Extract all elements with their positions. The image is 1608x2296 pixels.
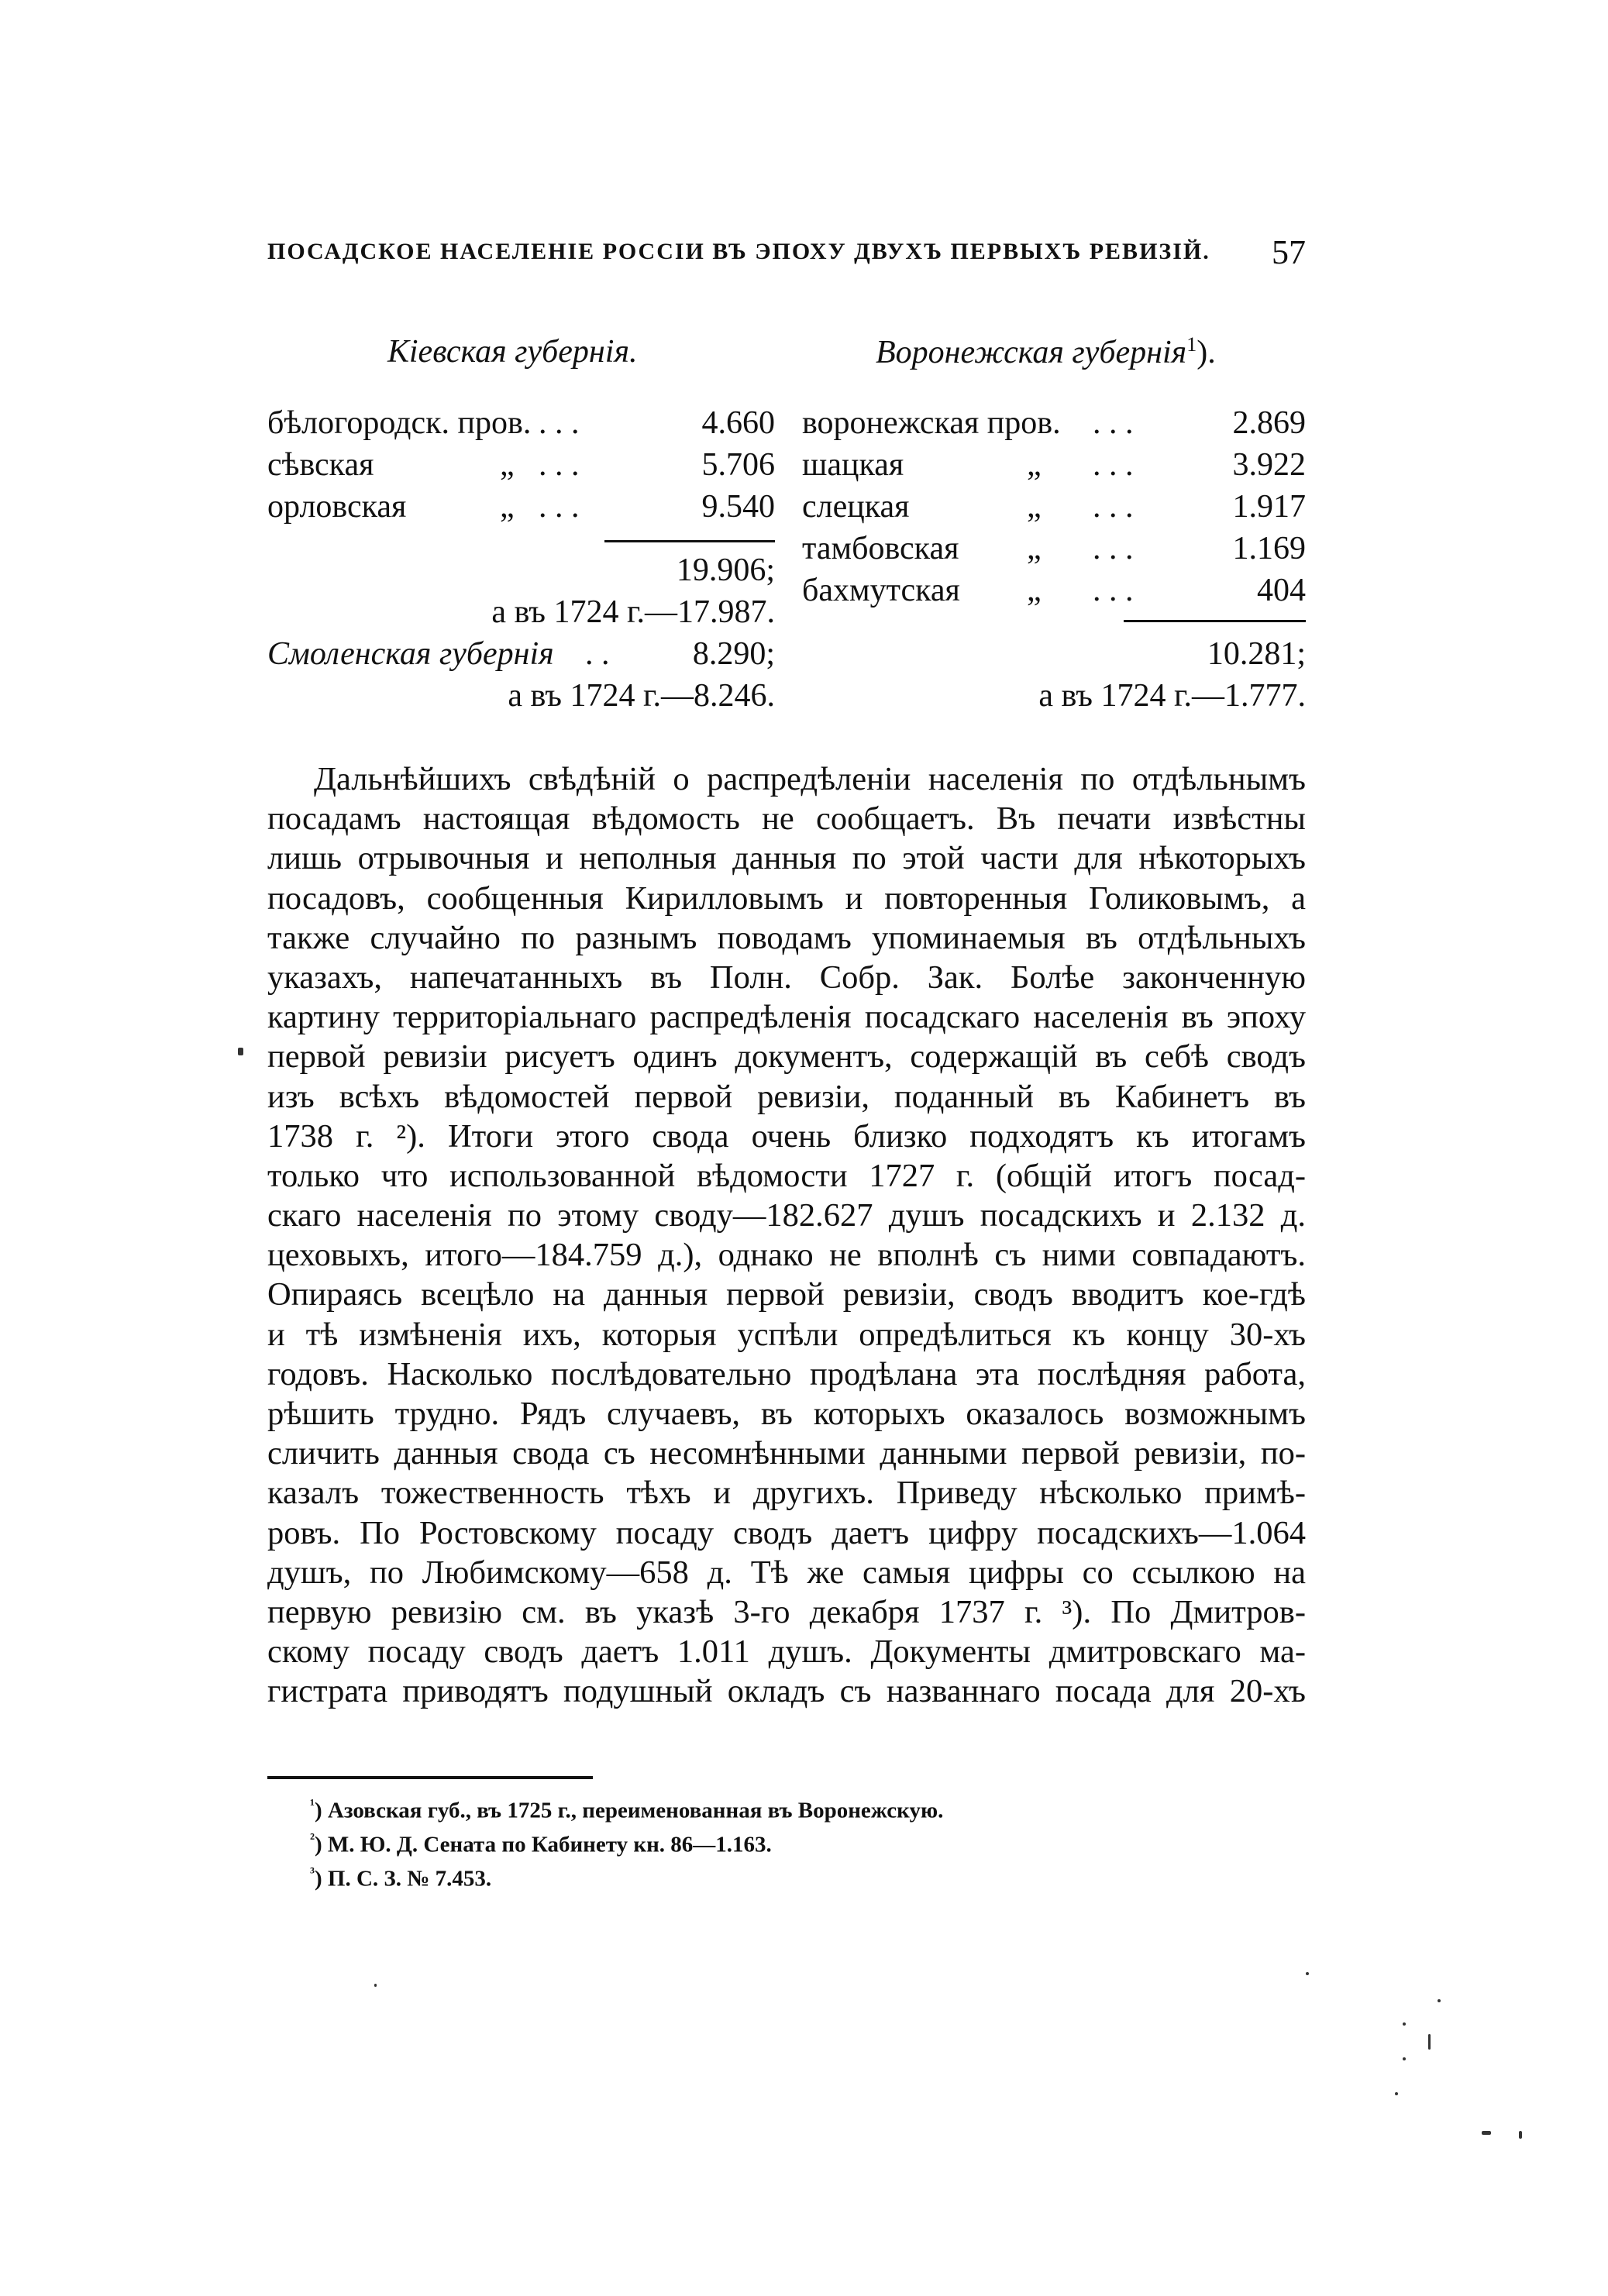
total-1724-row xyxy=(802,677,1306,719)
body-line: первой ревизіи рисуетъ одинъ документъ, содержащій въ себѣ сводъ xyxy=(267,1038,1306,1076)
smolensk-value: 8.290; xyxy=(692,636,775,672)
smolensk-1724: а въ 1724 г.—8.246. xyxy=(508,678,775,714)
total-value: 10.281; xyxy=(1207,636,1306,672)
scan-speck xyxy=(1403,2057,1406,2060)
footnote-mark: ¹ xyxy=(310,1796,315,1813)
body-line: годовъ. Насколько послѣдовательно продѣлана эта послѣдняя работа, xyxy=(267,1355,1306,1392)
body-line: душъ, по Любимскому—658 д. Тѣ же самыя цифры со ссылкою на xyxy=(267,1554,1306,1591)
total-1724-row xyxy=(267,594,775,635)
row-value: 404 xyxy=(1257,573,1306,608)
row-dots: . . . xyxy=(1093,531,1134,566)
body-line: рѣшить трудно. Рядъ случаевъ, въ которыхъ оказалось возможнымъ xyxy=(267,1396,1306,1432)
table-row xyxy=(267,404,775,446)
scan-speck xyxy=(238,1048,243,1055)
ditto-mark: „ xyxy=(500,489,515,525)
footnote xyxy=(310,1864,491,1892)
row-dots: . . . xyxy=(1093,447,1134,483)
total-row xyxy=(267,552,775,594)
scan-speck xyxy=(1438,1999,1441,2002)
body-line: казалъ тожественность тѣхъ и другихъ. Приведу нѣсколько примѣ- xyxy=(267,1475,1306,1512)
row-name: орловская xyxy=(267,489,407,525)
right-caption-end: ). xyxy=(1197,335,1216,370)
table-row xyxy=(802,530,1306,572)
smolensk-label: Смоленская губернія xyxy=(267,636,554,672)
body-line: ровъ. По Ростовскому посаду сводъ даетъ цифру посадскихъ—1.064 xyxy=(267,1514,1306,1551)
footnote-text: ) Азовская губ., въ 1725 г., переименованная въ Воронежскую. xyxy=(315,1798,944,1823)
body-line: только что использованной вѣдомости 1727 г. (общій итогъ посад- xyxy=(267,1157,1306,1194)
table-row xyxy=(802,572,1306,614)
running-title: ПОСАДСКОЕ НАСЕЛЕНІЕ РОССІИ ВЪ ЭПОХУ ДВУХЪ ПЕРВЫХЪ РЕВИЗІЙ. xyxy=(267,239,1210,264)
row-name: сѣвская xyxy=(267,447,374,483)
body-line: лишь отрывочныя и неполныя данныя по этой части для нѣкоторыхъ xyxy=(267,840,1306,877)
footnote-text: ) М. Ю. Д. Сената по Кабинету кн. 86—1.163. xyxy=(315,1832,772,1857)
table-row xyxy=(267,446,775,488)
body-line: Опираясь всецѣло на данныя первой ревизіи, сводъ вводитъ кое-гдѣ xyxy=(267,1276,1306,1313)
row-name: тамбовская xyxy=(802,531,959,566)
row-name: воронежская пров. xyxy=(802,405,1061,441)
total-value: 19.906; xyxy=(676,552,775,588)
body-line: гистрата приводятъ подушный окладъ съ названнаго посада для 20-хъ xyxy=(267,1673,1306,1710)
table-row xyxy=(802,488,1306,530)
running-header xyxy=(267,232,1306,279)
table-row xyxy=(267,488,775,530)
total-1724: а въ 1724 г.—1.777. xyxy=(1038,678,1306,714)
row-value: 9.540 xyxy=(701,489,775,525)
row-value: 1.169 xyxy=(1232,531,1306,566)
body-line: первую ревизію см. въ указѣ 3-го декабря 1737 г. ³). По Дмитров- xyxy=(267,1593,1306,1630)
body-line: указахъ, напечатанныхъ въ Полн. Собр. Зак. Болѣе законченную xyxy=(267,959,1306,996)
body-line: скаго населенія по этому своду—182.627 душъ посадскихъ и 2.132 д. xyxy=(267,1197,1306,1234)
scan-speck xyxy=(1428,2034,1431,2050)
table-row xyxy=(802,446,1306,488)
footnote-mark: ² xyxy=(310,1830,315,1847)
table-row xyxy=(802,404,1306,446)
page-number: 57 xyxy=(1272,233,1306,271)
row-value: 5.706 xyxy=(701,447,775,483)
ditto-mark: „ xyxy=(500,447,515,483)
row-name: бахмутская xyxy=(802,573,960,608)
body-line: картину территоріальнаго распредѣленія посадскаго населенія въ эпоху xyxy=(267,999,1306,1036)
footnote-text: ) П. С. З. № 7.453. xyxy=(315,1866,492,1892)
row-dots: . . xyxy=(585,636,610,672)
row-dots: . . . xyxy=(539,489,580,525)
row-value: 4.660 xyxy=(701,405,775,441)
ditto-mark: „ xyxy=(1027,531,1042,566)
sum-rule xyxy=(604,540,775,542)
body-line: также случайно по разнымъ поводамъ упоминаемыя въ отдѣльныхъ xyxy=(267,919,1306,956)
body-line: Дальнѣйшихъ свѣдѣній о распредѣленіи населенія по отдѣльнымъ xyxy=(314,761,1306,797)
body-line: изъ всѣхъ вѣдомостей первой ревизіи, поданный въ Кабинетъ въ xyxy=(267,1078,1306,1115)
right-caption-text: Воронежская губернія xyxy=(876,335,1187,370)
scan-speck xyxy=(374,1984,377,1987)
row-dots: . . . xyxy=(539,405,580,441)
row-dots: . . . xyxy=(539,447,580,483)
row-dots: . . . xyxy=(1093,405,1134,441)
footnote xyxy=(310,1830,772,1858)
row-name: слецкая xyxy=(802,489,910,525)
body-line: посадовъ, сообщенныя Кирилловымъ и повторенныя Голиковымъ, а xyxy=(267,880,1306,917)
scan-speck xyxy=(1403,2022,1406,2026)
total-1724: а въ 1724 г.—17.987. xyxy=(491,594,775,630)
body-line: и тѣ измѣненія ихъ, которыя успѣли опредѣлиться къ концу 30-хъ xyxy=(267,1316,1306,1353)
body-line: сличить данныя свода съ несомнѣнными данными первой ревизіи, по- xyxy=(267,1435,1306,1472)
row-dots: . . . xyxy=(1093,489,1134,525)
footnote-ref: 1 xyxy=(1186,333,1197,356)
scan-speck xyxy=(1519,2131,1522,2139)
right-table-caption xyxy=(876,333,1216,371)
row-name: бѣлогородск. пров. xyxy=(267,405,532,441)
scan-speck xyxy=(1306,1972,1309,1975)
body-line: посадамъ настоящая вѣдомость не сообщаетъ. Въ печати извѣстны xyxy=(267,800,1306,838)
total-row xyxy=(802,635,1306,677)
scan-speck xyxy=(1395,2092,1398,2095)
smolensk-1724-row xyxy=(267,677,775,719)
row-value: 1.917 xyxy=(1232,489,1306,525)
body-line: скому посаду сводъ даетъ 1.011 душъ. Документы дмитровскаго ма- xyxy=(267,1633,1306,1671)
row-value: 2.869 xyxy=(1232,405,1306,441)
row-name: шацкая xyxy=(802,447,904,483)
sum-rule xyxy=(1124,620,1306,622)
scan-speck xyxy=(1482,2131,1491,2135)
body-line: цеховыхъ, итого—184.759 д.), однако не вполнѣ съ ними совпадаютъ. xyxy=(267,1237,1306,1274)
left-table-caption: Кіевская губернія. xyxy=(387,334,638,370)
footnote xyxy=(310,1796,943,1824)
body-text xyxy=(267,759,1306,1712)
row-value: 3.922 xyxy=(1232,447,1306,483)
footnote-rule xyxy=(267,1776,593,1779)
ditto-mark: „ xyxy=(1027,447,1042,483)
footnote-mark: ³ xyxy=(310,1864,315,1881)
ditto-mark: „ xyxy=(1027,489,1042,525)
row-dots: . . . xyxy=(1093,573,1134,608)
body-line: 1738 г. ²). Итоги этого свода очень близко подходятъ къ итогамъ xyxy=(267,1117,1306,1155)
smolensk-row xyxy=(267,635,775,677)
ditto-mark: „ xyxy=(1027,573,1042,608)
